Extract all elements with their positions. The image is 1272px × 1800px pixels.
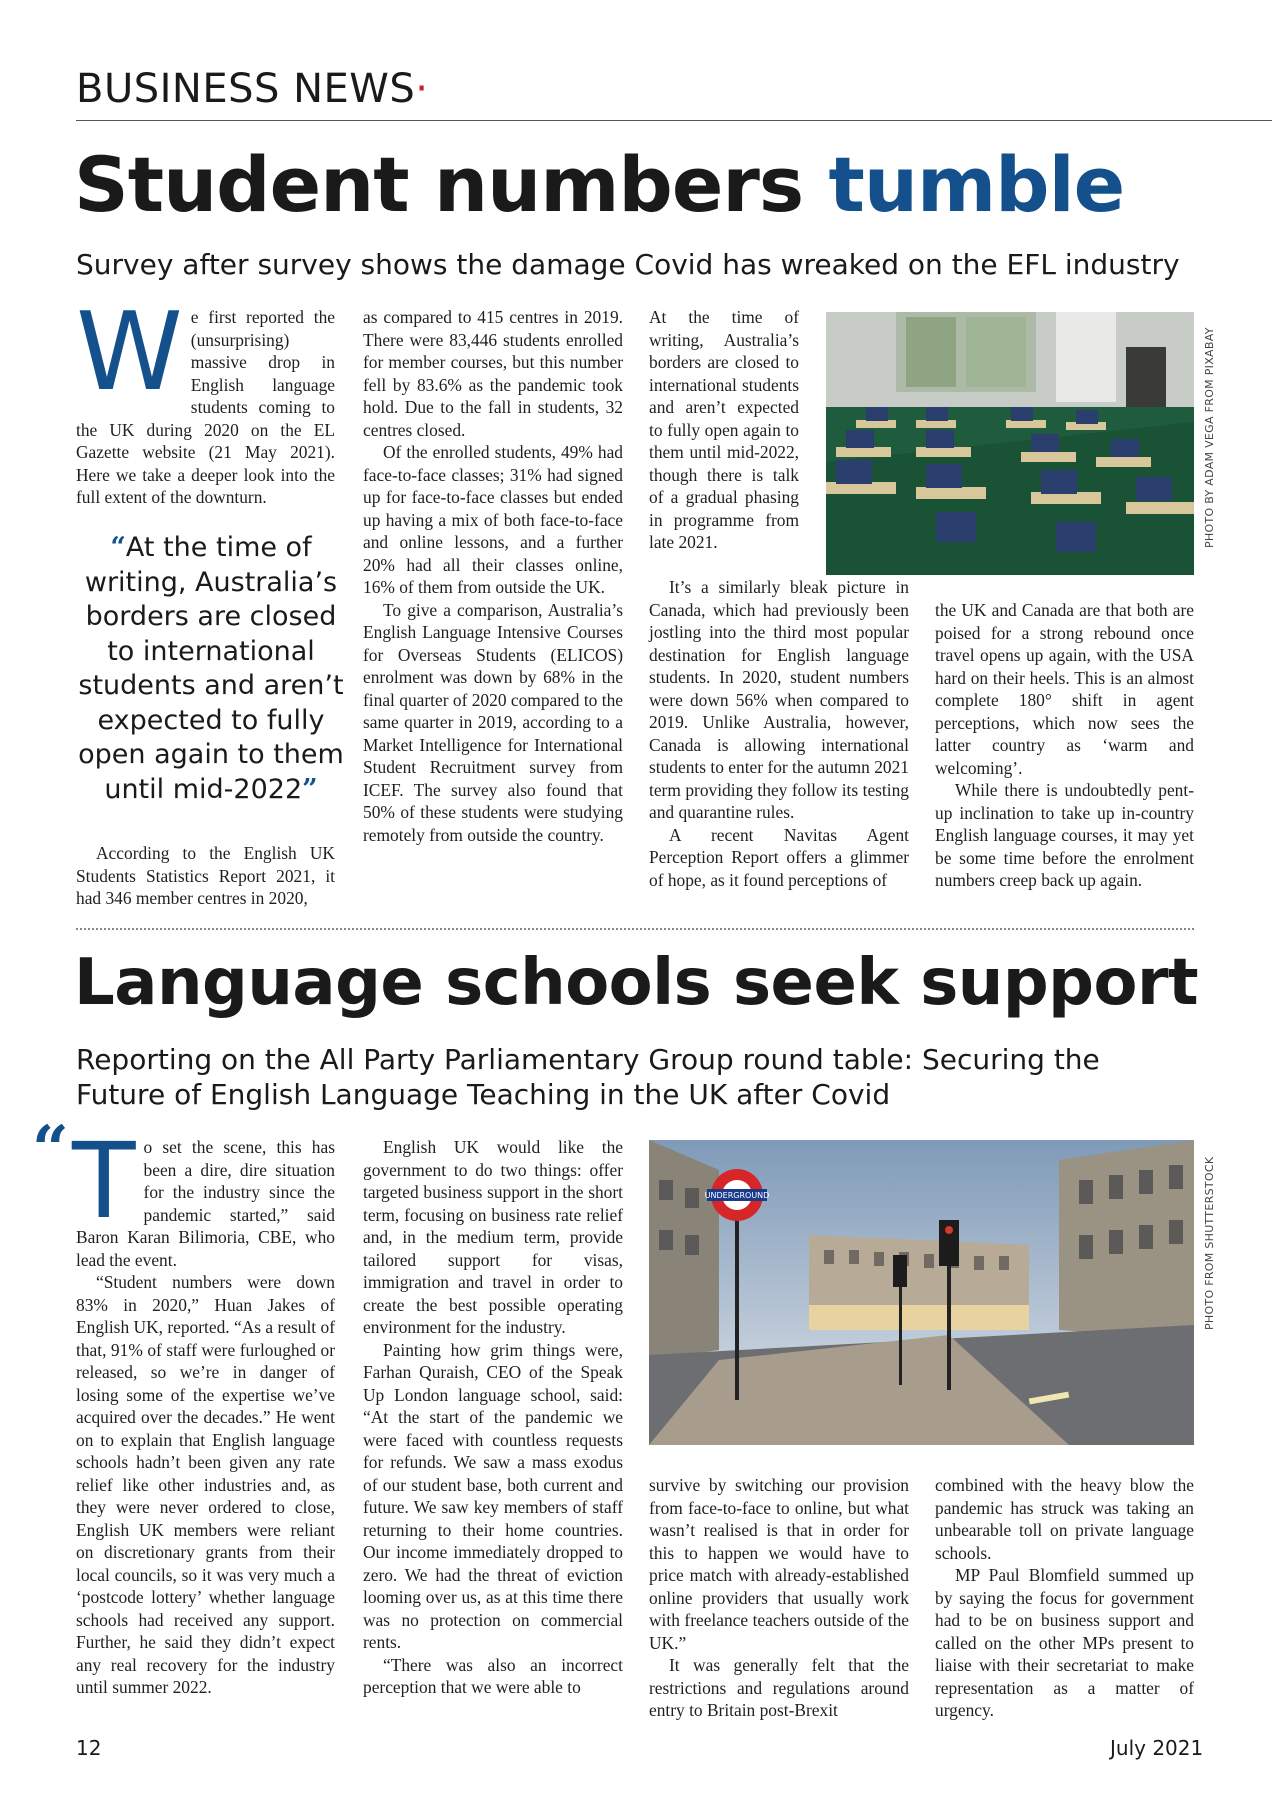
article2-quote-mark: “ bbox=[32, 1112, 69, 1187]
article2-dropcap: T bbox=[72, 1120, 136, 1242]
article1-col2 bbox=[363, 306, 623, 846]
article1-col3-p1: At the time of writing, Australia’s borders are closed to international students and aren’t expected to fully open again to them until mid-2022, though there is talk of a gradual phasing in programme from late 2021. bbox=[649, 307, 799, 552]
article2-subhead-line1: Reporting on the All Party Parliamentary Group round table: Securing the bbox=[76, 1043, 1100, 1076]
page-number: 12 bbox=[76, 1736, 102, 1760]
article1-col1-p2: According to the English UK Students Statistics Report 2021, it had 346 member centres in 2020, bbox=[76, 843, 335, 908]
article1-col1-bottom bbox=[76, 842, 335, 910]
article1-col2-p2: Of the enrolled students, 49% had face-to-face classes; 31% had signed up for face-to-face classes but ended up having a mix of both face-to-face and online lessons, and a further 20% had all their classes online, 16% of them from outside the UK. bbox=[363, 442, 623, 597]
section-dot: · bbox=[415, 66, 429, 112]
article1-col2-p1: as compared to 415 centres in 2019. There were 83,446 students enrolled for member courses, but this number fell by 83.6% as the pandemic took hold. Due to the fall in students, 32 centres closed. bbox=[363, 307, 623, 440]
article1-col3-p3: A recent Navitas Agent Perception Report offers a glimmer of hope, as it found perceptions of bbox=[649, 824, 909, 890]
article2-col2-p1: English UK would like the government to do two things: offer targeted business support in the short term, focusing on business rate relief and, in the medium term, provide tailored support for visas, immigration and travel in order to create the best possible operating environment for the industry. bbox=[363, 1137, 623, 1337]
article1-col1-p1: e first reported the (unsurprising) massive drop in English language students coming to the UK during 2020 on the EL Gazette website (21 May 2021). Here we take a deeper look into the full extent of the downturn. bbox=[76, 307, 335, 507]
article2-col1 bbox=[72, 1120, 335, 1699]
section-rule bbox=[76, 120, 1272, 121]
oxford-circus-photo bbox=[649, 1140, 1194, 1445]
issue-date: July 2021 bbox=[1110, 1736, 1204, 1760]
pull-quote-text: At the time of writing, Australia’s borders are closed to international students and aren’t expected to fully open again to them until mid-2022 bbox=[78, 532, 344, 805]
article1-col4 bbox=[935, 599, 1194, 892]
underground-sign-text: UNDERGROUND bbox=[704, 1191, 770, 1200]
article1-headline bbox=[74, 140, 1124, 230]
classroom-photo-image bbox=[826, 312, 1194, 575]
article1-headline-accent: tumble bbox=[828, 140, 1125, 229]
classroom-photo bbox=[826, 312, 1194, 575]
article2-col2 bbox=[363, 1136, 623, 1699]
article1-subhead: Survey after survey shows the damage Covid has wreaked on the EFL industry bbox=[76, 248, 1180, 281]
article1-photo-credit: PHOTO BY ADAM VEGA FROM PIXABAY bbox=[1203, 327, 1216, 548]
article1-col3-p2: It’s a similarly bleak picture in Canada, which had previously been jostling into the third most popular destination for English language students. In 2020, student numbers were down 56% when compared to 2019. Unlike Australia, however, Canada is allowing international students to enter for the autumn 2021 term providing they follow its testing and quarantine rules. bbox=[649, 577, 909, 822]
article1-headline-main: Student numbers bbox=[74, 140, 829, 229]
article2-subhead bbox=[76, 1042, 1100, 1112]
article2-col1-p2: “Student numbers were down 83% in 2020,” Huan Jakes of English UK, reported. “As a result of that, 91% of staff were furloughed or released, so we’re in danger of losing some of the expertise we’ve acquired over the decades.” He went on to explain that English language schools hadn’t been given any rate relief like other industries and, as they were never ordered to close, English UK members were reliant on discretionary grants from their local councils, so it was very much a ‘postcode lottery’ whether language schools had received any support. Further, he said they didn’t expect any real recovery for the industry until summer 2022. bbox=[76, 1272, 335, 1697]
section-label-text: BUSINESS NEWS bbox=[76, 66, 416, 112]
article2-col1-p1: o set the scene, this has been a dire, dire situation for the industry since the pandemic started,” said Baron Karan Bilimoria, CBE, who lead the event. bbox=[76, 1137, 335, 1270]
article1-col1-top bbox=[76, 290, 335, 509]
article1-dropcap: W bbox=[76, 290, 183, 415]
article2-subhead-line2: Future of English Language Teaching in the UK after Covid bbox=[76, 1078, 891, 1111]
article1-col2-p3: To give a comparison, Australia’s English Language Intensive Courses for Overseas Students (ELICOS) enrolment was down by 68% in the final quarter of 2020 compared to the same quarter in 2019, according to a Market Intelligence for International Student Recruitment survey from ICEF. The survey also found that 50% of these students were studying remotely from outside the country. bbox=[363, 599, 623, 845]
article2-headline: Language schools seek support bbox=[74, 946, 1199, 1020]
article1-pull-quote bbox=[76, 531, 346, 807]
article2-photo-credit: PHOTO FROM SHUTTERSTOCK bbox=[1203, 1156, 1216, 1330]
article2-col3-p2: It was generally felt that the restrictions and regulations around entry to Britain post-Brexit bbox=[649, 1655, 909, 1720]
article1-col3-lower bbox=[649, 576, 909, 891]
article2-col4-p2: MP Paul Blomfield summed up by saying the focus for government had to be on business support and called on the other MPs present to liaise with their secretariat to make representation as a matter of urgency. bbox=[935, 1565, 1194, 1720]
article2-col4 bbox=[935, 1474, 1194, 1722]
article1-col4-p1: the UK and Canada are that both are poised for a strong rebound once travel opens up again, with the USA hard on their heels. This is an almost complete 180° shift in agent perceptions, which now sees the latter country as ‘warm and welcoming’. bbox=[935, 600, 1194, 778]
article2-col3 bbox=[649, 1474, 909, 1722]
article1-col3 bbox=[649, 306, 799, 554]
oxford-circus-photo-image bbox=[649, 1140, 1194, 1445]
article-divider bbox=[76, 928, 1194, 930]
article2-col4-p1: combined with the heavy blow the pandemic has struck was taking an unbearable toll on private language schools. bbox=[935, 1475, 1194, 1563]
quote-close-icon: ” bbox=[302, 773, 318, 805]
article2-col2-p3: “There was also an incorrect perception that we were able to bbox=[363, 1654, 623, 1697]
article1-col4-p2: While there is undoubtedly pent-up inclination to take up in-country English language courses, it may yet be some time before the enrolment numbers creep back up again. bbox=[935, 780, 1194, 890]
article2-col2-p2: Painting how grim things were, Farhan Quraish, CEO of the Speak Up London language school, said: “At the start of the pandemic we were faced with countless requests for refunds. We saw a mass exodus of our student base, both current and future. We saw key members of staff returning to their home countries. Our income immediately dropped to zero. We had the threat of eviction looming over us, as at this time there was no protection on commercial rents. bbox=[363, 1339, 623, 1652]
article2-col3-p1: survive by switching our provision from face-to-face to online, but what wasn’t realised is that in order for this to happen we would have to price match with already-established online providers that usually work with freelance teachers outside of the UK.” bbox=[649, 1475, 909, 1653]
quote-open-icon: “ bbox=[110, 532, 126, 563]
section-label bbox=[76, 66, 428, 112]
